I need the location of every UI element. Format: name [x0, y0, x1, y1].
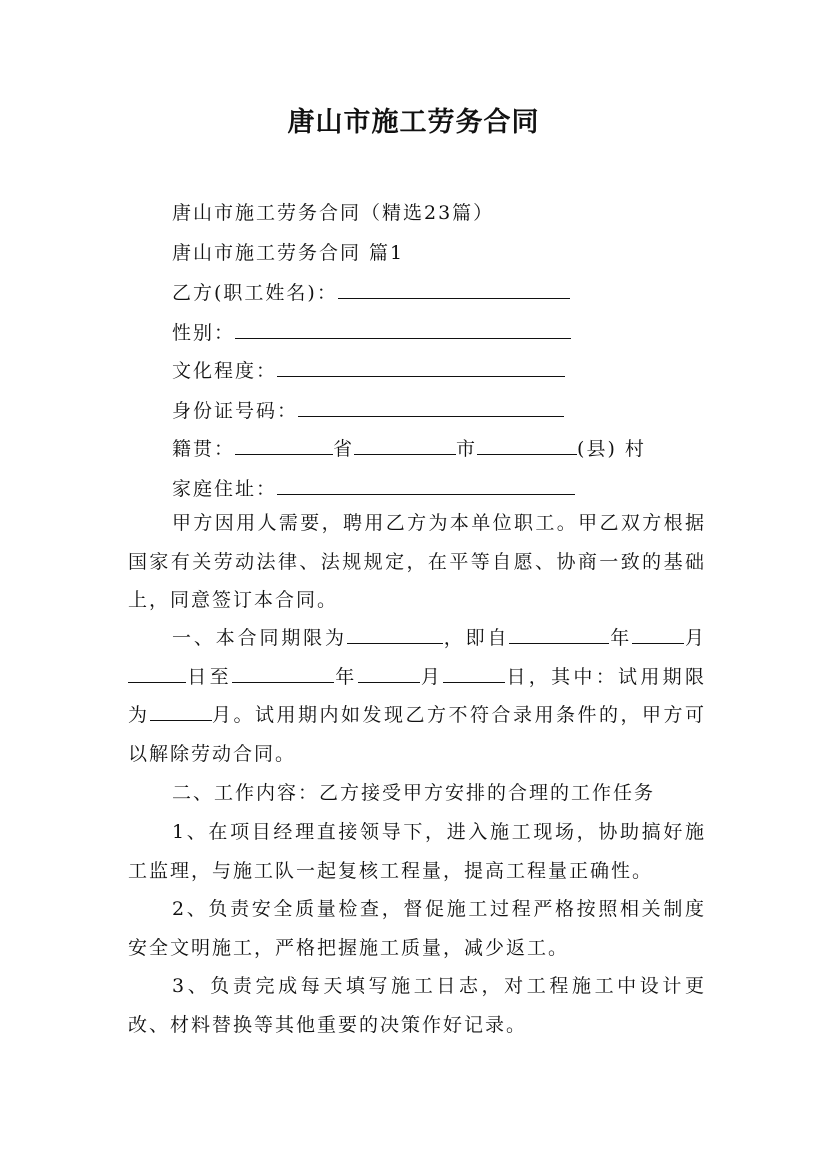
- city-label: 市: [456, 438, 478, 460]
- province-blank: [235, 436, 333, 455]
- gender-field-label: 性别：: [172, 322, 236, 344]
- address-field-blank: [277, 476, 575, 495]
- term-text-6: 年: [333, 665, 358, 688]
- term-text-3: 年: [609, 627, 633, 649]
- end-year-blank: [232, 666, 334, 683]
- duty-item-3: 3、负责完成每天填写施工日志，对工程施工中设计更改、材料替换等其他重要的决策作好记录。: [128, 975, 706, 1036]
- term-text-9: 月。试用期内如发现乙方不符合录用条件的，甲方可以解除劳动合同。: [128, 704, 706, 765]
- term-text-7: 月: [419, 665, 444, 688]
- chapter-line: 唐山市施工劳务合同 篇1: [172, 242, 405, 264]
- education-field-row: [172, 356, 565, 383]
- name-field-row: [172, 278, 570, 305]
- address-field-label: 家庭住址：: [172, 478, 278, 500]
- name-field-blank: [338, 280, 570, 299]
- duty-item-1: 1、在项目经理直接领导下，进入施工现场，协助搞好施工监理，与施工队一起复核工程量，提高工程量正确性。: [128, 821, 706, 882]
- end-day-blank: [443, 666, 505, 683]
- start-year-blank: [509, 627, 609, 644]
- term-text-8: 日，其中：试用期限为: [128, 665, 706, 726]
- work-content-heading: 二、工作内容：乙方接受甲方安排的合理的工作任务: [172, 782, 656, 804]
- page-title: 唐山市施工劳务合同: [287, 107, 540, 138]
- intro-paragraph: 甲方因用人需要，聘用乙方为本单位职工。甲乙双方根据国家有关劳动法律、法规规定，在平等自愿、协商一致的基础上，同意签订本合同。: [128, 512, 706, 611]
- id-field-label: 身份证号码：: [172, 400, 299, 422]
- county-label: (县) 村: [577, 438, 646, 460]
- term-text-2: ，即自: [442, 627, 510, 649]
- term-text-4: 月: [684, 627, 706, 649]
- gender-field-blank: [235, 320, 571, 339]
- education-field-blank: [277, 358, 565, 377]
- start-month-blank: [632, 627, 684, 644]
- start-day-blank: [128, 666, 186, 683]
- origin-field-label: 籍贯：: [172, 438, 236, 460]
- id-field-row: [172, 396, 564, 423]
- term-text-1: 一、本合同期限为: [172, 627, 347, 649]
- duty-item-2: 2、负责安全质量检查，督促施工过程严格按照相关制度安全文明施工，严格把握施工质量，减少返工。: [128, 898, 706, 959]
- origin-field-row: [172, 434, 646, 461]
- term-text-5: 日至: [186, 665, 232, 688]
- id-field-blank: [298, 398, 564, 417]
- county-blank: [477, 436, 577, 455]
- city-blank: [354, 436, 456, 455]
- province-label: 省: [333, 438, 355, 460]
- gender-field-row: [172, 318, 571, 345]
- name-field-label: 乙方(职工姓名)：: [172, 282, 338, 304]
- education-field-label: 文化程度：: [172, 360, 278, 382]
- term-paragraph: [128, 619, 706, 773]
- end-month-blank: [358, 666, 420, 683]
- subtitle-line: 唐山市施工劳务合同（精选23篇）: [172, 202, 495, 224]
- term-years-blank: [347, 627, 443, 644]
- address-field-row: [172, 474, 575, 501]
- probation-blank: [150, 704, 212, 721]
